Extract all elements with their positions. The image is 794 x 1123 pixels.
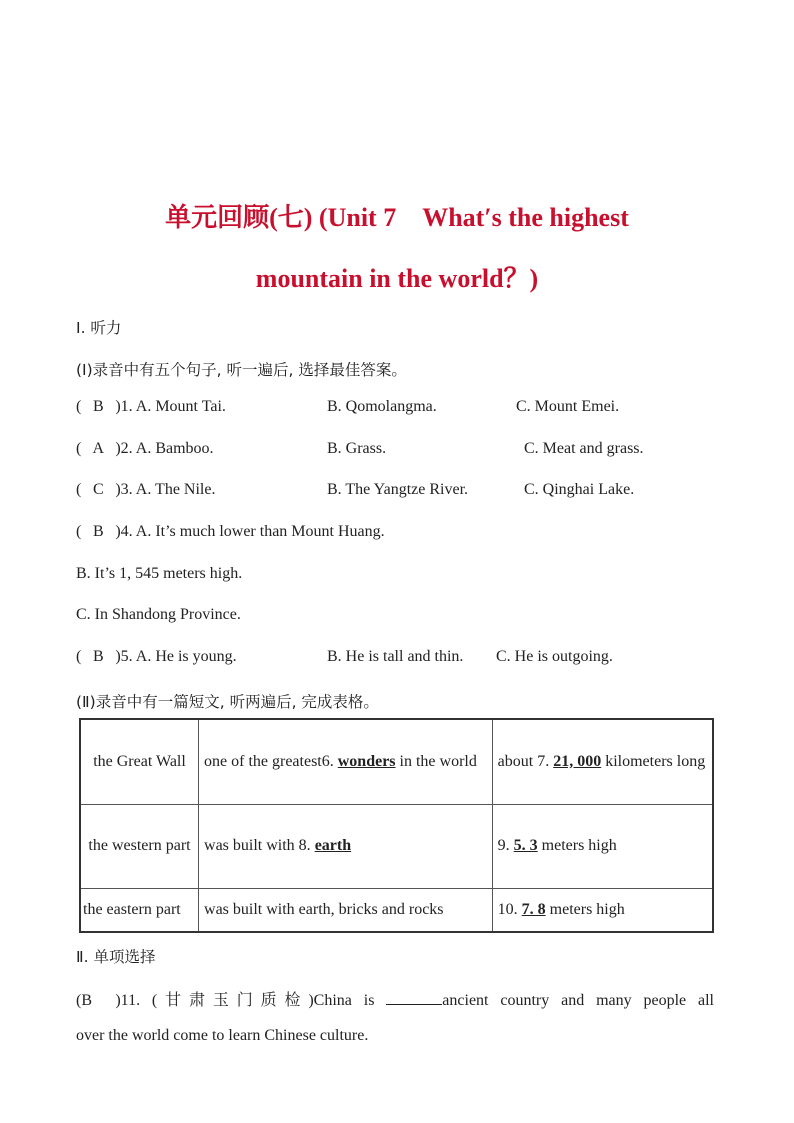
open-paren: ( xyxy=(76,481,82,498)
cell-text: kilometers long xyxy=(605,752,706,770)
part1-instruction: (Ⅰ)录音中有五个句子, 听一遍后, 选择最佳答案。 xyxy=(76,361,407,379)
table-row xyxy=(80,888,713,932)
answer-blank xyxy=(386,990,442,1005)
option-b-3: B. The Yangtze River. xyxy=(327,481,469,498)
table-row xyxy=(80,719,713,804)
answer-4: B xyxy=(92,523,104,540)
section2-heading: Ⅱ. 单项选择 xyxy=(76,948,156,966)
page-title-line1: 单元回顾(七) (Unit 7 What′s the highest xyxy=(165,203,629,232)
answer-2: A xyxy=(92,440,105,457)
answer-8: earth xyxy=(314,837,352,854)
open-paren: ( xyxy=(76,992,82,1009)
table-cell: the western part xyxy=(80,804,199,888)
page-title-line2: mountain in the world？) xyxy=(255,264,539,293)
cell-text: 10. xyxy=(497,900,518,918)
cell-text: 9. xyxy=(497,837,510,854)
answer-10: 7. 8 xyxy=(521,900,546,918)
table-row xyxy=(80,804,713,888)
answer-table xyxy=(79,718,714,933)
table-cell xyxy=(199,719,493,804)
cell-text: meters high xyxy=(541,837,617,854)
answer-11: B xyxy=(81,992,92,1009)
option-c-3: C. Qinghai Lake. xyxy=(524,481,635,498)
cell-text: was built with 8. xyxy=(204,837,311,854)
answer-6: wonders xyxy=(337,752,396,770)
cell-text: about 7. xyxy=(497,752,550,770)
option-a-2: )2. A. Bamboo. xyxy=(115,440,214,457)
option-a-1: )1. A. Mount Tai. xyxy=(115,398,226,415)
option-c-2: C. Meat and grass. xyxy=(524,440,644,457)
answer-1: B xyxy=(92,398,104,415)
answer-9: 5. 3 xyxy=(513,837,538,854)
open-paren: ( xyxy=(76,523,82,540)
cell-text: meters high xyxy=(549,900,625,918)
question-2 xyxy=(76,440,716,458)
cell-text: one of the greatest6. xyxy=(204,752,334,770)
table-cell xyxy=(492,719,713,804)
part2-instruction: (Ⅱ)录音中有一篇短文, 听两遍后, 完成表格。 xyxy=(76,693,379,711)
question-3 xyxy=(76,481,716,499)
table-cell xyxy=(199,804,493,888)
option-a-3: )3. A. The Nile. xyxy=(115,481,216,498)
section1-heading: Ⅰ. 听力 xyxy=(76,319,122,337)
table-cell xyxy=(492,888,713,932)
open-paren: ( xyxy=(76,440,82,457)
open-paren: ( xyxy=(76,398,82,415)
option-b-2: B. Grass. xyxy=(327,440,387,457)
table-cell: the Great Wall xyxy=(80,719,199,804)
option-a-5: )5. A. He is young. xyxy=(115,648,237,665)
answer-5: B xyxy=(92,648,104,665)
table-cell xyxy=(492,804,713,888)
option-c-5: C. He is outgoing. xyxy=(496,648,613,665)
question-11-text-end: ancient country and many people all xyxy=(442,992,714,1009)
answer-7: 21, 000 xyxy=(553,752,602,770)
table-cell: the eastern part xyxy=(80,888,199,932)
question-1 xyxy=(76,398,716,416)
option-b-1: B. Qomolangma. xyxy=(327,398,437,415)
table-cell: was built with earth, bricks and rocks xyxy=(199,888,493,932)
question-11-text: )11. (甘肃玉门质检)China is xyxy=(115,992,375,1009)
option-b-4: B. It’s 1, 545 meters high. xyxy=(76,565,243,582)
question-4 xyxy=(76,523,385,541)
question-11-line2: over the world come to learn Chinese culture. xyxy=(76,1027,369,1044)
option-b-5: B. He is tall and thin. xyxy=(327,648,464,665)
option-c-4: C. In Shandong Province. xyxy=(76,606,241,623)
open-paren: ( xyxy=(76,648,82,665)
answer-3: C xyxy=(92,481,104,498)
question-11 xyxy=(76,987,714,1010)
question-5 xyxy=(76,648,716,666)
option-a-4: )4. A. It’s much lower than Mount Huang. xyxy=(115,523,385,540)
option-c-1: C. Mount Emei. xyxy=(516,398,620,415)
cell-text: in the world xyxy=(399,752,477,770)
